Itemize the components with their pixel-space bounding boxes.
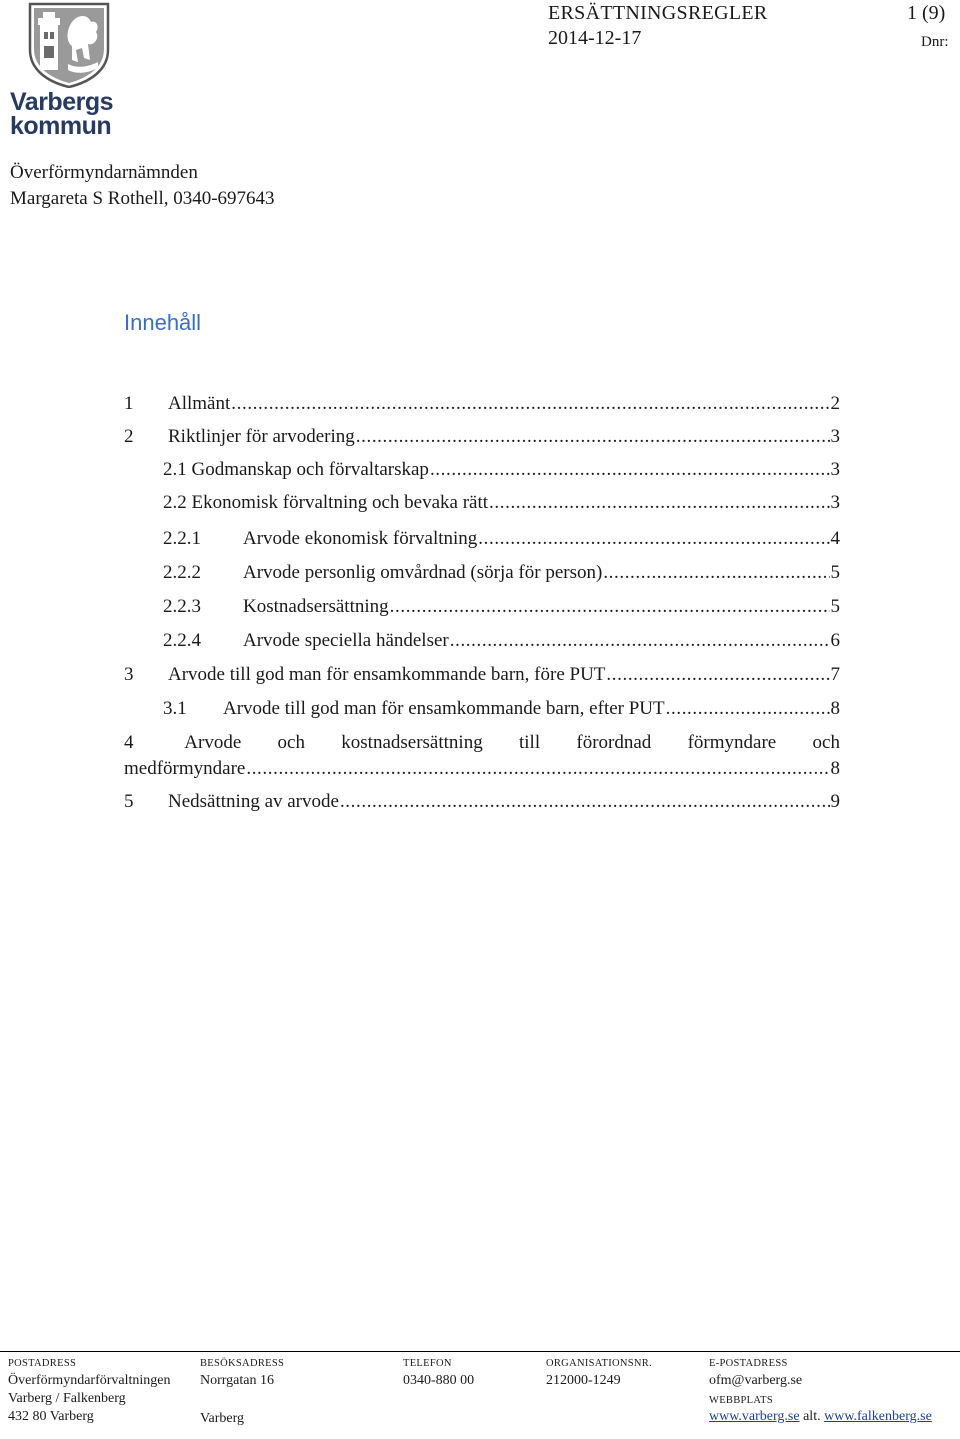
toc-entry-number: 2.2.4 (163, 630, 201, 651)
toc-entry-number: 3 (124, 664, 134, 685)
toc-entry-word: förordnad (576, 732, 652, 753)
toc-entry-title: Ekonomisk förvaltning och bevaka rätt (191, 492, 489, 513)
toc-entry-number: 3.1 (163, 698, 187, 719)
footer-label: E-POSTADRESS (709, 1358, 788, 1369)
toc-entry[interactable] (163, 630, 840, 656)
logo-text-varbergs: Varbergs (10, 88, 114, 116)
footer-label: WEBBPLATS (709, 1395, 773, 1406)
toc-entry-word: och (812, 732, 840, 753)
toc-entry-title: Kostnadsersättning (243, 596, 389, 617)
footer-label: POSTADRESS (8, 1358, 77, 1369)
toc-entry-page: 5 (830, 562, 840, 583)
toc-entry-title: Arvode speciella händelser (243, 630, 449, 651)
toc-entry-number: 1 (124, 393, 134, 414)
footer-epost (709, 1358, 932, 1425)
toc-leader-dots (246, 758, 829, 780)
coat-of-arms-icon (28, 2, 110, 88)
footer-value: Norrgatan 16 (200, 1373, 274, 1388)
page-indicator: 1 (9) (907, 2, 946, 24)
footer-label: BESÖKSADRESS (200, 1358, 285, 1369)
toc-leader-dots (489, 492, 829, 514)
footer-value: Varberg / Falkenberg (8, 1391, 126, 1406)
toc-entry[interactable] (163, 596, 840, 622)
footer-label: TELEFON (403, 1358, 452, 1369)
toc-entry-second-line (124, 758, 840, 784)
toc-entry-title: Nedsättning av arvode (168, 791, 339, 812)
toc-entry-number: 2 (124, 426, 134, 447)
toc-entry-number: 5 (124, 791, 134, 812)
logo-text-kommun: kommun (10, 112, 112, 140)
toc-leader-dots (430, 459, 830, 481)
toc-entry-page: 2 (830, 393, 840, 414)
toc-leader-dots (606, 664, 829, 686)
toc-leader-dots (356, 426, 830, 448)
document-date: 2014-12-17 (548, 27, 642, 49)
toc-entry-page: 4 (830, 528, 840, 549)
toc-leader-dots (603, 562, 829, 584)
toc-entry-title: Riktlinjer för arvodering (168, 426, 355, 447)
toc-entry-page: 8 (830, 698, 840, 719)
footer-value: Överförmyndarförvaltningen (8, 1373, 171, 1388)
footer-value: Varberg (200, 1411, 245, 1426)
toc-entry-title: Godmanskap och förvaltarskap (191, 459, 429, 480)
footer-value: 432 80 Varberg (8, 1409, 94, 1424)
toc-entry-number: 2.2.2 (163, 562, 201, 583)
toc-entry[interactable] (163, 528, 840, 554)
footer-value: ofm@varberg.se (709, 1373, 803, 1388)
toc-leader-dots (390, 596, 830, 618)
toc-entry[interactable] (124, 791, 840, 817)
toc-entry-number: 2.1 (163, 459, 187, 480)
toc-entry-page: 9 (830, 791, 840, 812)
toc-entry-page: 7 (830, 664, 840, 685)
footer-value: 0340-880 00 (403, 1373, 475, 1388)
toc-entry[interactable] (124, 393, 840, 419)
footer-postadress (8, 1358, 171, 1425)
toc-entry-number: 2.2.3 (163, 596, 201, 617)
toc-entry-word: kostnadsersättning (341, 732, 483, 753)
footer-orgnr (546, 1358, 652, 1389)
link-falkenberg[interactable]: www.falkenberg.se (824, 1409, 932, 1424)
toc-leader-dots (450, 630, 830, 652)
toc-leader-dots (666, 698, 830, 720)
footer-besoksadress (200, 1358, 284, 1427)
toc-entry[interactable] (163, 459, 840, 485)
link-varberg[interactable]: www.varberg.se (709, 1409, 800, 1424)
toc-leader-dots (478, 528, 829, 550)
toc-entry-word: till (518, 732, 541, 753)
toc-leader-dots (231, 393, 829, 415)
toc-entry[interactable] (163, 562, 840, 588)
toc-entry-page: 5 (830, 596, 840, 617)
toc-entry-title: medförmyndare (124, 758, 246, 779)
footer-web-links (709, 1409, 932, 1425)
toc-entry-page: 3 (830, 426, 840, 447)
footer-label: ORGANISATIONSNR. (546, 1358, 653, 1369)
document-title: ERSÄTTNINGSREGLER (548, 2, 768, 24)
toc-heading: Innehåll (124, 310, 202, 335)
toc-entry-title: Allmänt (168, 393, 231, 414)
footer-divider (0, 1351, 960, 1352)
footer-telefon (403, 1358, 474, 1389)
toc-entry-title: Arvode ekonomisk förvaltning (243, 528, 478, 549)
sender-organization: Överförmyndarnämnden (10, 162, 198, 183)
toc-entry-number: 2.2.1 (163, 528, 201, 549)
toc-entry-title: Arvode personlig omvårdnad (sörja för person) (243, 562, 603, 583)
toc-entry-number: 4 (124, 732, 134, 753)
toc-entry-first-line (124, 732, 840, 754)
toc-entry-title: Arvode till god man för ensamkommande barn, före PUT (168, 664, 606, 685)
toc-entry-word: och (277, 732, 305, 753)
toc-entry-number: 2.2 (163, 492, 187, 513)
toc-entry-page: 3 (830, 492, 840, 513)
toc-entry[interactable] (124, 426, 840, 452)
toc-entry-page: 3 (830, 459, 840, 480)
toc-entry-word: Arvode (184, 732, 242, 753)
toc-entry-word: förmyndare (687, 732, 777, 753)
toc-entry[interactable] (163, 698, 840, 724)
toc-entry[interactable] (124, 664, 840, 690)
toc-entry-title: Arvode till god man för ensamkommande barn, efter PUT (223, 698, 665, 719)
toc-leader-dots (340, 791, 830, 813)
varberg-kommun-logo (10, 2, 120, 140)
footer-value: 212000-1249 (546, 1373, 621, 1388)
sender-contact: Margareta S Rothell, 0340-697643 (10, 188, 275, 209)
toc-entry-page: 8 (830, 758, 840, 779)
footer-separator: alt. (799, 1409, 825, 1424)
toc-entry-page: 6 (830, 630, 840, 651)
toc-entry[interactable] (163, 492, 840, 518)
dnr-label: Dnr: (921, 34, 949, 50)
